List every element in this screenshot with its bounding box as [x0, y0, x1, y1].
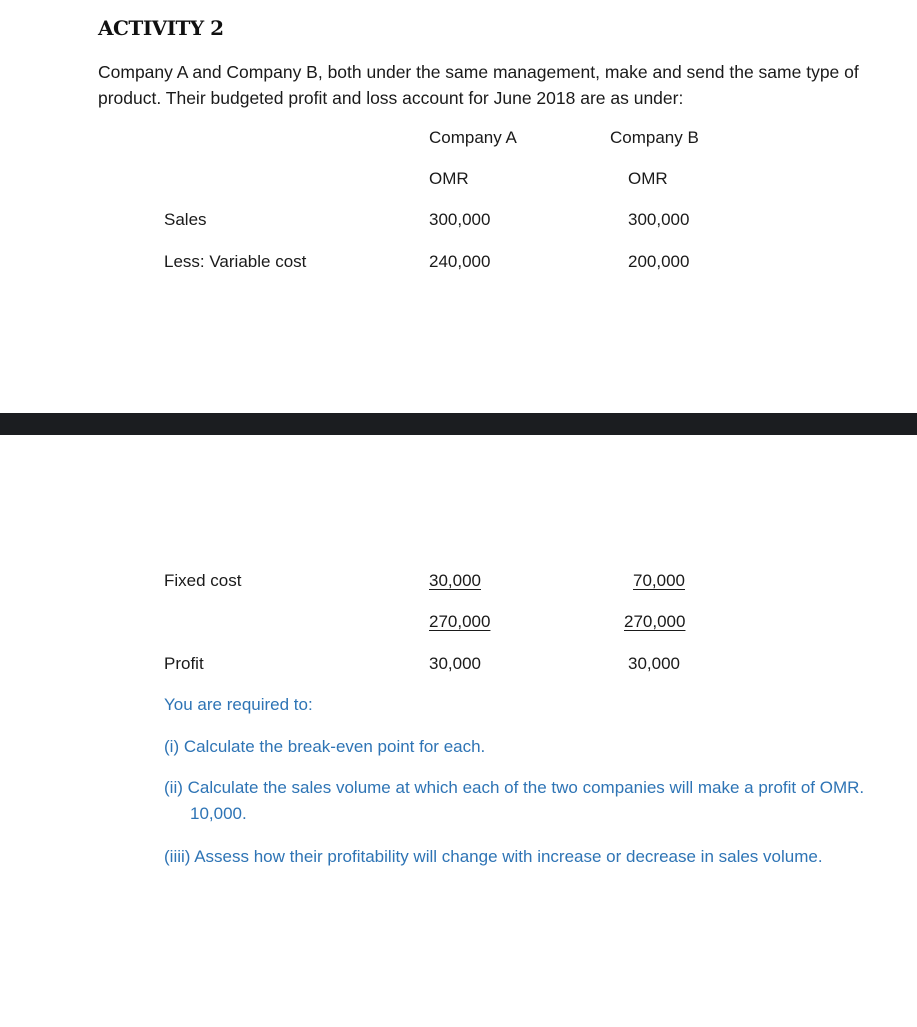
row-label-fixed-cost: Fixed cost — [164, 571, 242, 590]
profit-company-a: 30,000 — [429, 654, 481, 673]
activity-heading: ACTIVITY 2 — [98, 16, 224, 40]
row-label-profit: Profit — [164, 654, 204, 673]
column-header-company-b: Company B — [610, 128, 699, 147]
requirement-item-3: (iiii) Assess how their profitability will change with increase or decrease in sales volume. — [164, 847, 823, 866]
row-label-variable-cost: Less: Variable cost — [164, 252, 307, 271]
unit-company-a: OMR — [429, 169, 469, 188]
column-header-company-a: Company A — [429, 128, 517, 147]
sales-company-b: 300,000 — [628, 210, 690, 229]
variable-cost-company-a: 240,000 — [429, 252, 491, 271]
row-label-sales: Sales — [164, 210, 207, 229]
intro-paragraph: Company A and Company B, both under the same management, make and send the same type of product. Their budgeted profit and loss account for June 2018 are as under: — [98, 62, 859, 108]
fixed-cost-company-b: 70,000 — [633, 571, 685, 590]
profit-company-b: 30,000 — [628, 654, 680, 673]
sales-company-a: 300,000 — [429, 210, 491, 229]
requirements-intro: You are required to: — [164, 695, 313, 714]
variable-cost-company-b: 200,000 — [628, 252, 690, 271]
requirement-item-1: (i) Calculate the break-even point for each. — [164, 737, 486, 756]
unit-company-b: OMR — [628, 169, 668, 188]
total-cost-company-a: 270,000 — [429, 612, 491, 631]
page-divider-bar — [0, 413, 917, 435]
fixed-cost-company-a: 30,000 — [429, 571, 481, 590]
total-cost-company-b: 270,000 — [624, 612, 686, 631]
requirement-item-2: (ii) Calculate the sales volume at which each of the two companies will make a profit of OMR. 10,000. — [164, 778, 865, 823]
